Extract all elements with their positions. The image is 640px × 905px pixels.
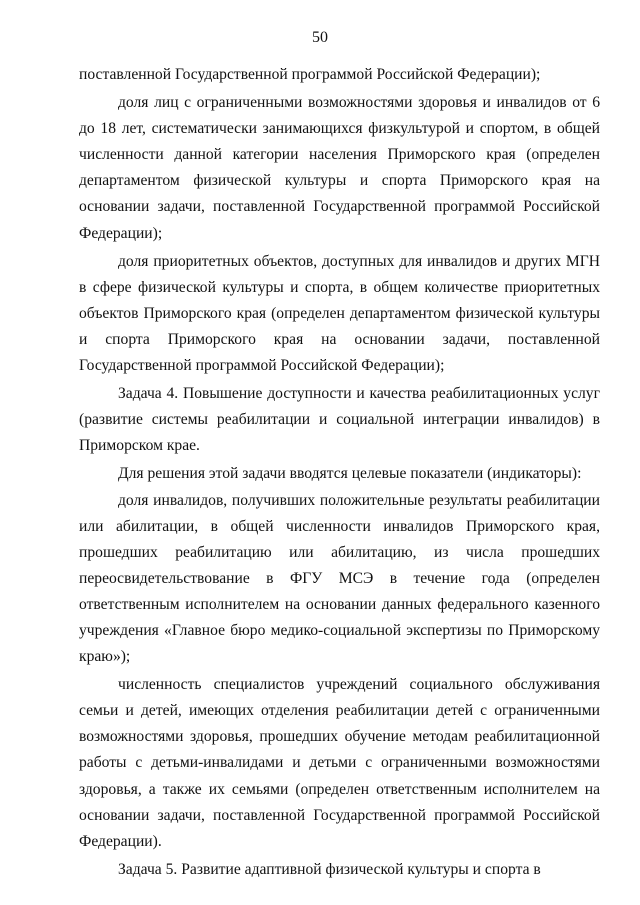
paragraph-continuation: поставленной Государственной программой Российской Федерации);	[79, 66, 541, 83]
paragraph-indicator-accessible-objects: доля приоритетных объектов, доступных для инвалидов и других МГН в сфере физической культуры и спорта, в общем количестве приоритетных объектов Приморского края (определен департаментом физической культуры и спорта Приморского края на основании задачи, поставленной Государственной программой Российской Федерации);	[79, 252, 600, 375]
paragraph-task-5: Задача 5. Развитие адаптивной физической культуры и спорта в	[118, 860, 541, 878]
page-number: 50	[312, 29, 328, 46]
paragraph-indicator-specialists-trained: численность специалистов учреждений социального обслуживания семьи и детей, имеющих отделения реабилитации детей с ограниченными возможностями здоровья, прошедших обучение методам реабилитационной работы с детьми-инвалидами и детьми с ограниченными возможностями здоровья, а также их семьями (определен ответственным исполнителем на основании задачи, поставленной Государственной программой Российской Федерации).	[79, 676, 600, 850]
paragraph-indicators-intro: Для решения этой задачи вводятся целевые показатели (индикаторы):	[118, 465, 582, 483]
paragraph-indicator-rehabilitation-results: доля инвалидов, получивших положительные результаты реабилитации или абилитации, в общей численности инвалидов Приморского края, прошедших реабилитацию или абилитацию, из числа прошедших переосвидетельствование в ФГУ МСЭ в течение года (определен ответственным исполнителем на основании данных федерального казенного учреждения «Главное бюро медико-социальной экспертизы по Приморскому краю»);	[79, 491, 600, 666]
paragraph-task-4: Задача 4. Повышение доступности и качества реабилитационных услуг (развитие системы реабилитации и социальной интеграции инвалидов) в Приморском крае.	[79, 385, 600, 455]
paragraph-indicator-sport-disabled-youth: доля лиц с ограниченными возможностями здоровья и инвалидов от 6 до 18 лет, систематически занимающихся физкультурой и спортом, в общей численности данной категории населения Приморского края (определен департаментом физической культуры и спорта Приморского края на основании задачи, поставленной Государственной программой Российской Федерации);	[79, 94, 600, 242]
document-body	[79, 62, 600, 883]
